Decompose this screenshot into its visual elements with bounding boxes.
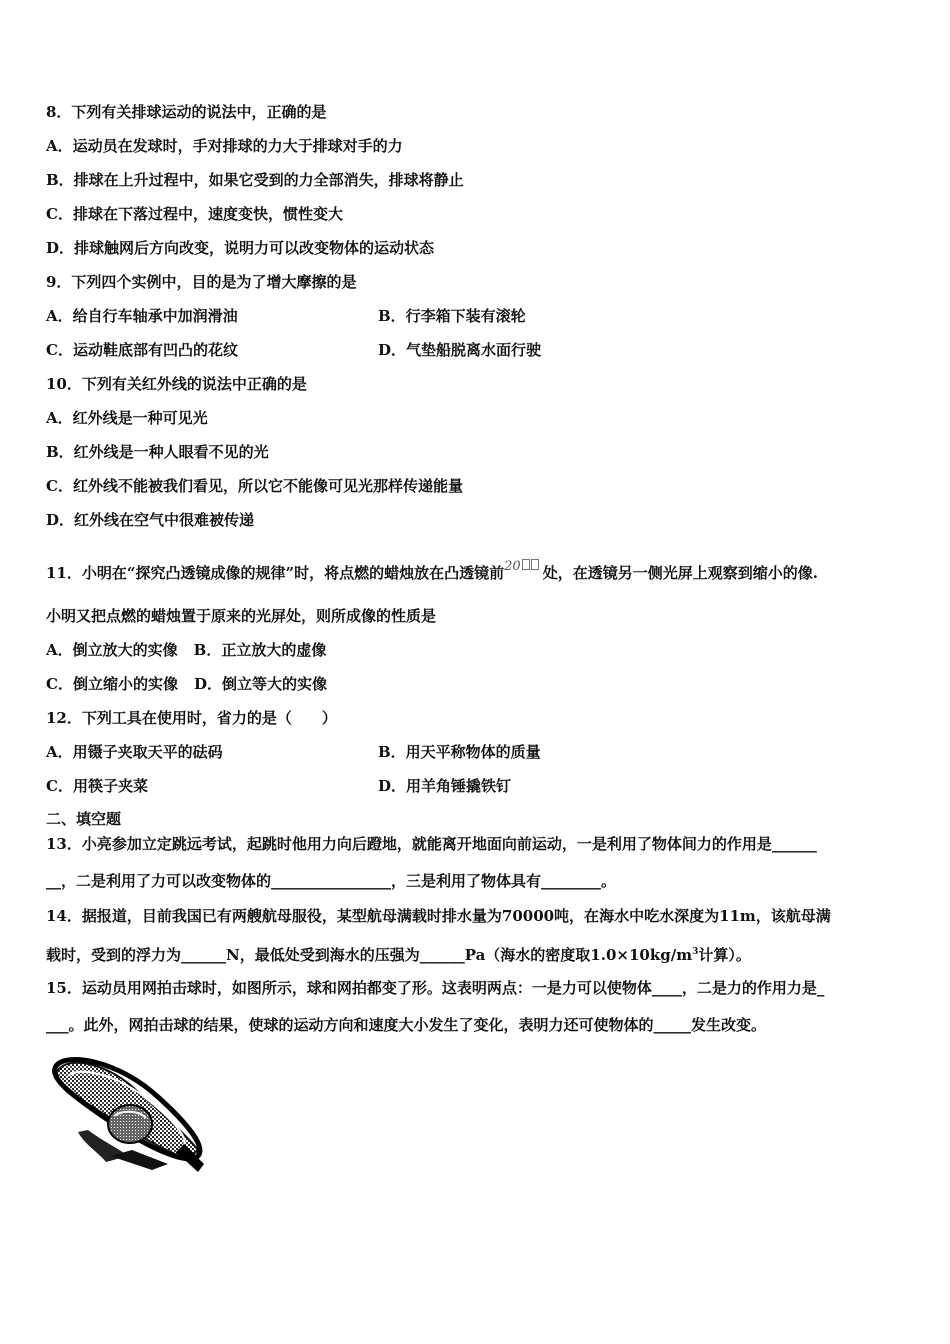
q11-option-b: B．正立放大的虚像	[193, 641, 327, 659]
q12-option-c: C．用筷子夹菜	[46, 777, 148, 795]
q12-option-b: B．用天平称物体的质量	[378, 743, 541, 761]
q8-stem: 8．下列有关排球运动的说法中，正确的是	[46, 103, 327, 121]
q9-option-c: C．运动鞋底部有凹凸的花纹	[46, 341, 238, 359]
q14-line1: 14．据报道，目前我国已有两艘航母服役，某型航母满载时排水量为70000吨，在海水中吃水深度为11m，该航母满	[46, 907, 831, 925]
q13-line1: 13．小亮参加立定跳远考试，起跳时他用力向后蹬地，就能离开地面向前运动，一是利用了物体间力的作用是______	[46, 835, 817, 853]
q10-option-a: A．红外线是一种可见光	[46, 409, 208, 427]
q15-line2: ___。此外，网拍击球的结果，使球的运动方向和速度大小发生了变化，表明力还可使物体的_____发生改变。	[46, 1016, 767, 1034]
q11-options-row2	[46, 674, 327, 694]
q14-superscript: 3	[692, 947, 699, 957]
q9-stem: 9．下列四个实例中，目的是为了增大摩擦的是	[46, 273, 357, 291]
q14-line2-pre: 载时，受到的浮力为______N，最低处受到海水的压强为______Pa（海水的密度取1.0×10kg/m	[46, 946, 693, 964]
q9-option-a: A．给自行车轴承中加润滑油	[46, 307, 238, 325]
q9-option-b: B．行李箱下装有滚轮	[378, 307, 526, 325]
q10-stem: 10．下列有关红外线的说法中正确的是	[46, 375, 307, 393]
q10-option-b: B．红外线是一种人眼看不见的光	[46, 443, 269, 461]
q8-option-c: C．排球在下落过程中，速度变快，惯性变大	[46, 205, 343, 223]
q11-options-row1	[46, 640, 326, 660]
q12-option-a: A．用镊子夹取天平的砝码	[46, 743, 223, 761]
distance-value: 20	[504, 559, 521, 574]
q10-option-c: C．红外线不能被我们看见，所以它不能像可见光那样传递能量	[46, 477, 463, 495]
q11-stem-post: 处，在透镜另一侧光屏上观察到缩小的像.	[542, 564, 818, 582]
q8-option-b: B．排球在上升过程中，如果它受到的力全部消失，排球将静止	[46, 171, 464, 189]
q14-line2-post: 计算）。	[698, 946, 751, 964]
q11-option-d: D．倒立等大的实像	[193, 675, 327, 693]
q8-option-a: A．运动员在发球时，手对排球的力大于排球对手的力	[46, 137, 403, 155]
q8-option-d: D．排球触网后方向改变，说明力可以改变物体的运动状态	[46, 239, 435, 257]
q12-option-d: D．用羊角锤撬铁钉	[378, 777, 512, 795]
q15-line1: 15．运动员用网拍击球时，如图所示，球和网拍都变了形。这表明两点：一是力可以使物体____，二是力的作用力是_	[46, 979, 825, 997]
q11-option-c: C．倒立缩小的实像	[46, 675, 178, 693]
section-title-fill-in: 二、填空题	[46, 810, 122, 828]
q11-stem-line2: 小明又把点燃的蜡烛置于原来的光屏处，则所成像的性质是	[46, 607, 437, 625]
q10-option-d: D．红外线在空气中很难被传递	[46, 511, 255, 529]
q13-line2: __，二是利用了力可以改变物体的________________，三是利用了物体具有________。	[46, 872, 617, 890]
q9-option-d: D．气垫船脱离水面行驶	[378, 341, 542, 359]
q12-stem: 12．下列工具在使用时，省力的是（ ）	[46, 709, 337, 727]
q14-line2	[46, 942, 751, 965]
racket-ball-figure	[48, 1052, 208, 1174]
q11-stem	[46, 557, 818, 583]
q11-option-a: A．倒立放大的实像	[46, 641, 178, 659]
distance-formula-image	[504, 557, 539, 577]
q11-stem-pre: 11．小明在“探究凸透镜成像的规律”时，将点燃的蜡烛放在凸透镜前	[46, 564, 505, 582]
